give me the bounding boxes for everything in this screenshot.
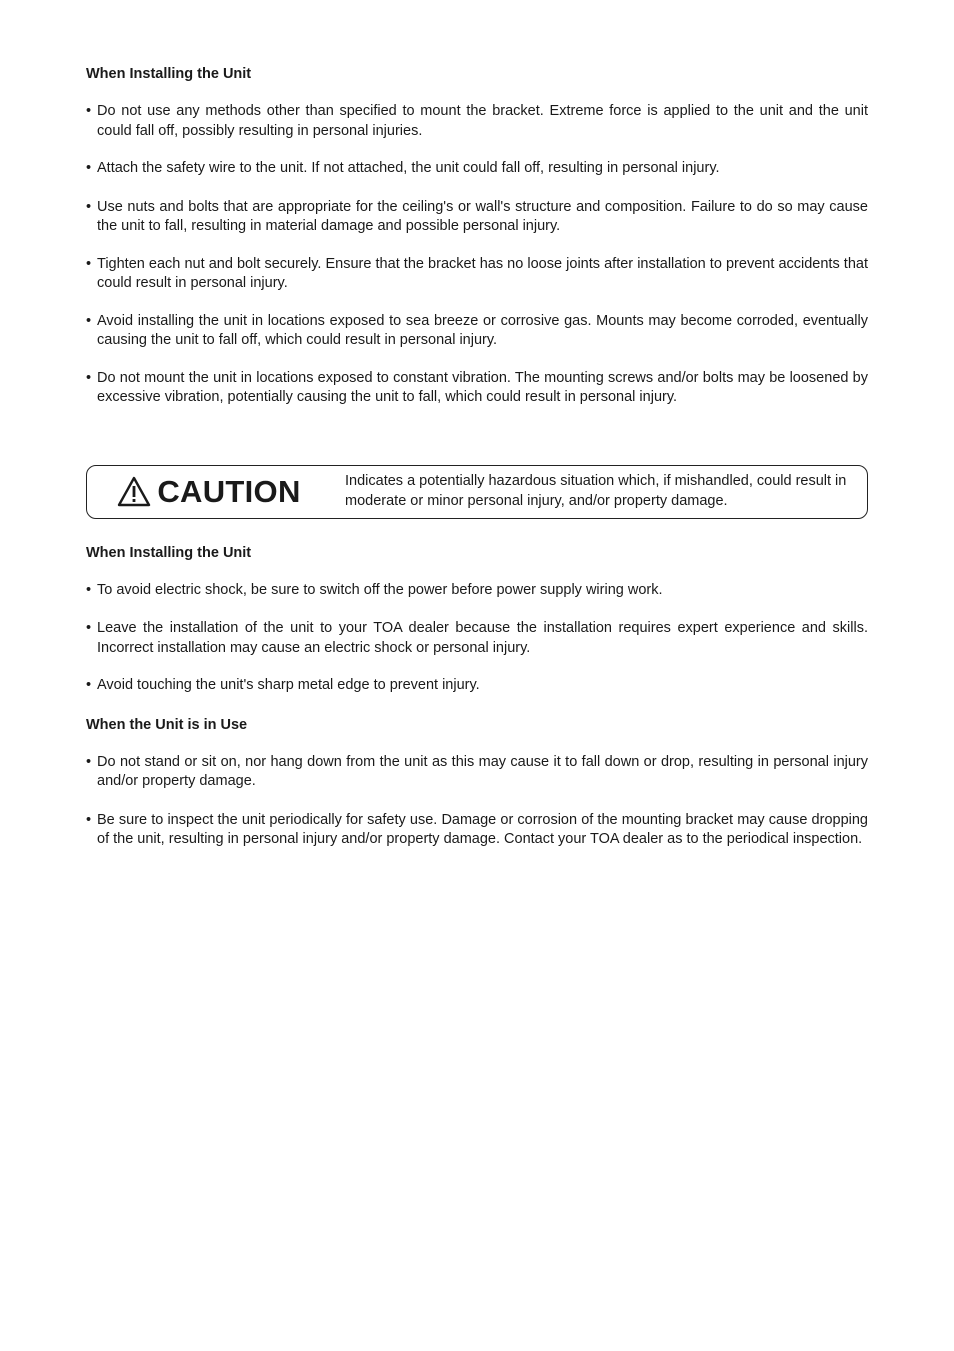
warning-list-installing [86,102,868,408]
bullet-icon: • [86,198,92,215]
bullet-icon: • [86,160,92,176]
caution-description: Indicates a potentially hazardous situation which, if mishandled, could result in moderate or minor personal injury, and/or property damage. [345,473,847,509]
list-item: • Do not mount the unit in locations exposed to constant vibration. The mounting screws and/or bolts may be loosened by excessive vibration, potentially causing the unit to fall, which could result in personal injury. [86,369,868,405]
caution-list-in-use [86,753,868,850]
bullet-icon: • [86,312,92,329]
section-heading-installing-caution: When Installing the Unit [86,544,252,561]
list-item: • Tighten each nut and bolt securely. Ensure that the bracket has no loose joints after installation to prevent accidents that could result in personal injury. [86,255,868,291]
bullet-icon: • [86,103,92,119]
list-item: • Be sure to inspect the unit periodically for safety use. Damage or corrosion of the mounting bracket may cause dropping of the unit, resulting in personal injury and/or property damage. Contact your TOA dealer as to the periodical inspection. [86,811,868,847]
bullet-icon: • [86,811,92,828]
list-item: • Do not use any methods other than specified to mount the bracket. Extreme force is applied to the unit and the unit could fall off, possibly resulting in personal injuries. [86,103,868,139]
caution-title: CAUTION [157,473,301,509]
section-heading-in-use: When the Unit is in Use [86,716,248,733]
caution-list-installing [86,581,868,696]
section-heading-installing: When Installing the Unit [86,66,252,82]
bullet-icon: • [86,620,92,636]
list-item: • To avoid electric shock, be sure to switch off the power before power supply wiring work. [86,581,868,601]
bullet-icon: • [86,369,92,386]
caution-label [87,474,331,510]
bullet-icon: • [86,581,92,598]
document-page [86,64,868,850]
warning-triangle-icon [117,476,151,507]
list-item: • Leave the installation of the unit to your TOA dealer because the installation requires expert experience and skills. Incorrect installation may cause an electric shock or personal injury. [86,620,868,656]
bullet-icon: • [86,753,92,770]
list-item: • Do not stand or sit on, nor hang down from the unit as this may cause it to fall down or drop, resulting in personal injury and/or property damage. [86,753,868,789]
list-item: • Avoid touching the unit's sharp metal edge to prevent injury. [86,676,868,696]
caution-box [86,465,868,519]
bullet-icon: • [86,677,92,693]
list-item: • Use nuts and bolts that are appropriate for the ceiling's or wall's structure and composition. Failure to do so may cause the unit to fall, resulting in material damage and possible personal injury. [86,198,868,234]
list-item: • Avoid installing the unit in locations exposed to sea breeze or corrosive gas. Mounts may become corroded, eventually causing the unit to fall off, which could result in personal injury. [86,312,868,348]
bullet-icon: • [86,255,92,272]
list-item: • Attach the safety wire to the unit. If not attached, the unit could fall off, resulting in personal injury. [86,159,868,179]
